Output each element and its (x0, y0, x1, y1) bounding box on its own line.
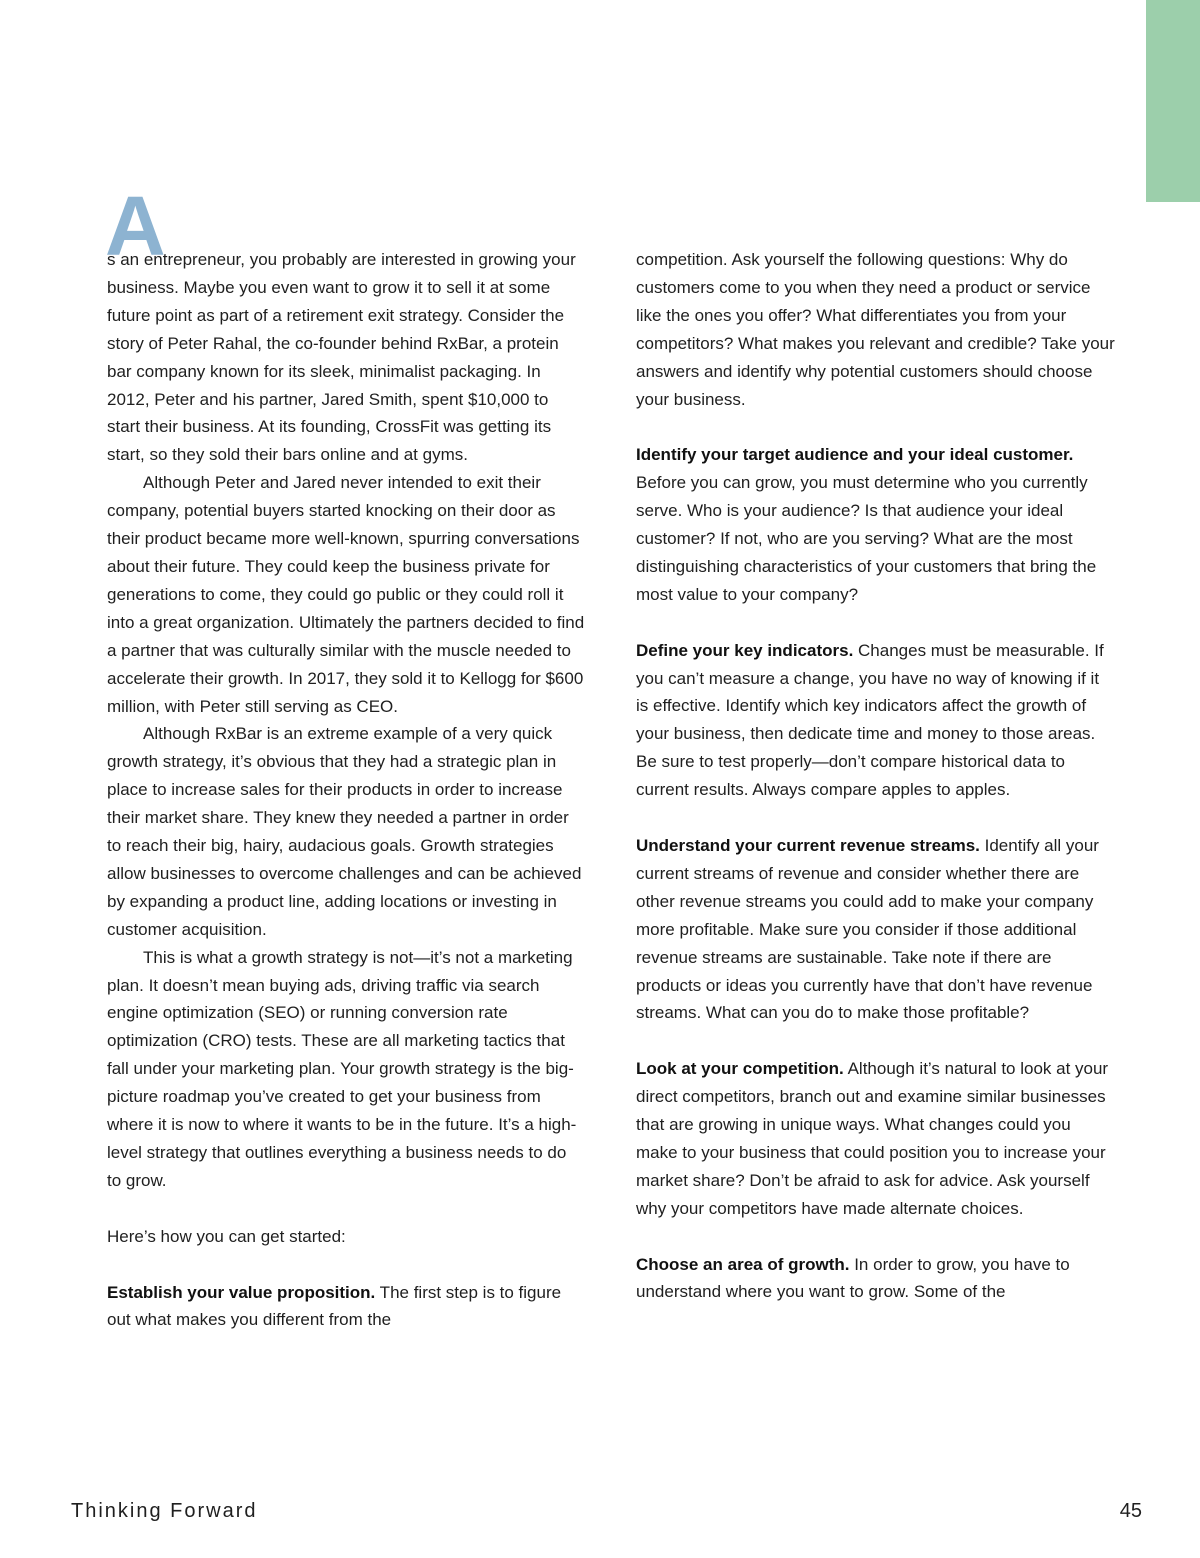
section-color-tab (1146, 0, 1200, 202)
growth-area-body: In order to grow, you have to understand where you want to grow. Some of the (636, 1254, 1070, 1302)
key-indicators-body: Changes must be measurable. If you can’t measure a change, you have no way of knowing if it is effective. Identify which key indicators affect the growth of your business, then dedicate time and money to those areas. Be sure to test properly—don’t compare historical data to current results. Always compare apples to apples. (636, 640, 1104, 800)
target-audience-body: Before you can grow, you must determine who you currently serve. Who is your audience? Is that audience your ideal customer? If not, who are you serving? What are the most distinguishing characteristics of your customers that bring the most value to your company? (636, 473, 1097, 604)
competition-section (636, 1055, 1116, 1222)
page-number: 45 (1119, 1500, 1142, 1522)
intro-paragraph (105, 179, 585, 469)
getting-started-line: Here’s how you can get started: (107, 1226, 346, 1246)
competition-heading: Look at your competition. (636, 1059, 844, 1079)
paragraph-rxbar-growth: Although RxBar is an extreme example of a very quick growth strategy, it’s obvious that they had a strategic plan in place to increase sales for their products in order to increase their market share. They knew they needed a partner in order to reach their big, hairy, audacious goals. Growth strategies allow businesses to overcome challenges and can be achieved by expanding a product line, adding locations or investing in customer acquisition. (107, 724, 582, 939)
value-proposition-heading: Establish your value proposition. (107, 1282, 376, 1302)
value-proposition-section (107, 1279, 585, 1335)
target-audience-heading: Identify your target audience and your ideal customer. (636, 445, 1074, 465)
revenue-streams-body: Identify all your current streams of revenue and consider whether there are other revenue streams you could add to make your company more profitable. Make sure you consider if those additional revenue streams are sustainable. Take note if there are products or ideas you currently have that don’t have revenue streams. What can you do to make those profitable? (636, 835, 1099, 1023)
revenue-streams-section (636, 832, 1116, 1027)
dropcap (105, 179, 166, 273)
left-column (105, 179, 585, 1334)
paragraph-peter-jared: Although Peter and Jared never intended to exit their company, potential buyers started knocking on their door as their product became more well-known, spurring conversations about their future. They could keep the business private for generations to come, they could go public or they could roll it into a great organization. Ultimately the partners decided to find a partner that was culturally similar with the muscle needed to accelerate their growth. In 2017, they sold it to Kellogg for $600 million, with Peter still serving as CEO. (107, 473, 585, 716)
value-proposition-body: The first step is to figure out what makes you different from the (107, 1282, 562, 1330)
growth-area-section (636, 1251, 1116, 1307)
competition-body: Although it’s natural to look at your direct competitors, branch out and examine similar businesses that are growing in unique ways. What changes could you make to your business that could position you to increase your market share? Don’t be afraid to ask for advice. Ask yourself why your competitors have made alternate choices. (636, 1059, 1109, 1218)
revenue-streams-heading: Understand your current revenue streams. (636, 835, 980, 855)
key-indicators-section (636, 637, 1116, 804)
dropcap-letter: A (105, 179, 166, 273)
key-indicators-heading: Define your key indicators. (636, 640, 854, 660)
right-column (636, 246, 1116, 1306)
intro-paragraph-text: s an entrepreneur, you probably are interested in growing your business. Maybe you even want to grow it to sell it at some future point as part of a retirement exit strategy. Consider the story of Peter Rahal, the co-founder behind RxBar, a protein bar company known for its sleek, minimalist packaging. In 2012, Peter and his partner, Jared Smith, spent $10,000 to start their business. At its founding, CrossFit was getting its start, so they sold their bars online and at gyms. (107, 250, 576, 465)
growth-area-heading: Choose an area of growth. (636, 1254, 850, 1274)
competition-paragraph: competition. Ask yourself the following questions: Why do customers come to you when they need a product or service like the ones you offer? What differentiates you from your competitors? What makes you relevant and credible? Take your answers and identify why potential customers should choose your business. (636, 250, 1115, 409)
paragraph-growth-strategy-not: This is what a growth strategy is not—it’s not a marketing plan. It doesn’t mean buying ads, driving traffic via search engine optimization (SEO) or running conversion rate optimization (CRO) tests. These are all marketing tactics that fall under your marketing plan. Your growth strategy is the big-picture roadmap you’ve created to get your business from where it is now to where it wants to be in the future. It’s a high-level strategy that outlines everything a business needs to do to grow. (107, 947, 577, 1190)
footer-publication-title: Thinking Forward (71, 1500, 258, 1522)
target-audience-section (636, 441, 1116, 608)
